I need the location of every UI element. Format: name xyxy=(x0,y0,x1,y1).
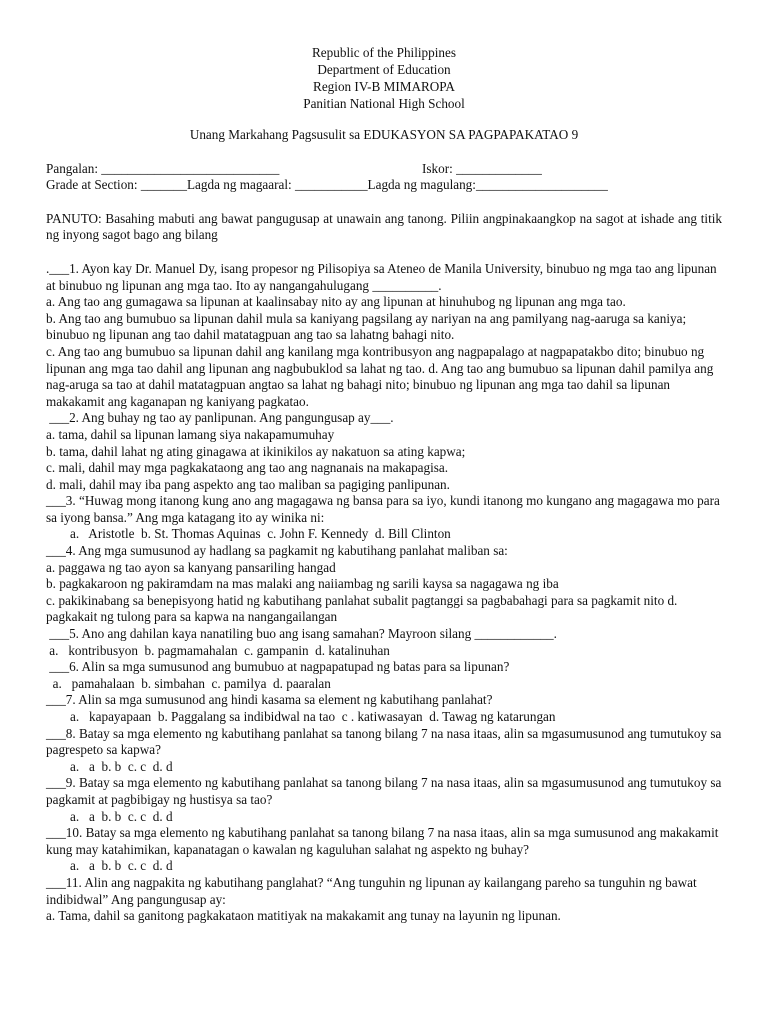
question-2-choice-c[interactable]: c. mali, dahil may mga pagkakataong ang tao ang nagnanais na makapagisa. xyxy=(46,460,449,476)
question-9 xyxy=(46,775,722,825)
question-10-choices[interactable]: a. a b. b c. c d. d xyxy=(70,858,173,874)
header-region: Region IV-B MIMAROPA xyxy=(313,79,455,94)
question-11 xyxy=(46,875,722,925)
question-11-choice-a[interactable]: a. Tama, dahil sa ganitong pagkakataon matitiyak na makakamit ang tunay na layunin ng lipunan. xyxy=(46,908,561,924)
question-11-stem: ___11. Alin ang nagpakita ng kabutihang panglahat? “Ang tunguhin ng lipunan ay kailangang pareho sa tunguhin ng bawat indibidwal” Ang pangungusap ay: xyxy=(46,874,697,907)
question-10-stem: ___10. Batay sa mga elemento ng kabutihang panlahat sa tanong bilang 7 na nasa itaas, alin sa mga sumusunod ang makakamit kung may katahimikan, kapanatagan o kawalan ng kaguluhan salahat ng aspekto ng buhay? xyxy=(46,825,719,857)
question-4-stem: ___4. Ang mga sumusunod ay hadlang sa pagkamit ng kabutihang panlahat maliban sa: xyxy=(46,543,508,559)
student-fields xyxy=(46,161,722,194)
questions xyxy=(46,261,722,925)
question-4-choice-a[interactable]: a. paggawa ng tao ayon sa kanyang pansariling hangad xyxy=(46,559,336,575)
score-field[interactable]: Iskor: _____________ xyxy=(422,160,542,176)
name-field[interactable]: Pangalan: ___________________________ xyxy=(46,160,280,176)
question-7-stem: ___7. Alin sa mga sumusunod ang hindi kasama sa element ng kabutihang panlahat? xyxy=(46,692,493,708)
question-10 xyxy=(46,825,722,875)
question-2-choice-b[interactable]: b. tama, dahil lahat ng ating ginagawa at ikinikilos ay nakatuon sa ating kapwa; xyxy=(46,443,466,459)
question-2-choice-d[interactable]: d. mali, dahil may iba pang aspekto ang tao maliban sa pagiging panlipunan. xyxy=(46,476,450,492)
question-2 xyxy=(46,410,722,493)
question-8 xyxy=(46,726,722,776)
question-8-choices[interactable]: a. a b. b c. c d. d xyxy=(70,758,173,774)
exam-title: Unang Markahang Pagsusulit sa EDUKASYON SA PAGPAPAKATAO 9 xyxy=(189,127,579,142)
question-2-choice-a[interactable]: a. tama, dahil sa lipunan lamang siya nakapamumuhay xyxy=(46,426,335,442)
question-3-choices[interactable]: a. Aristotle b. St. Thomas Aquinas c. John F. Kennedy d. Bill Clinton xyxy=(70,526,451,542)
header-republic: Republic of the Philippines xyxy=(312,45,456,60)
question-5 xyxy=(46,626,722,659)
question-7 xyxy=(46,692,722,725)
question-6 xyxy=(46,659,722,692)
question-4 xyxy=(46,543,722,626)
question-3-stem: ___3. “Huwag mong itanong kung ano ang magagawa ng bansa para sa iyo, kundi itanong mo kungano ang magagawa mo para sa iyong bansa.” Ang mga katagang ito ay winika ni: xyxy=(46,493,720,525)
question-4-choice-b[interactable]: b. pagkakaroon ng pakiramdam na mas malaki ang naiiambag ng sarili kaysa sa nagagawa ng iba xyxy=(46,576,559,592)
question-4-choice-c[interactable]: c. pakikinabang sa benepisyong hatid ng kabutihang panlahat subalit pagtanggi sa pagbabahagi para sa pagkamit nito d. pagkakait ng tulong para sa kapwa na nangangailangan xyxy=(46,592,678,625)
question-5-stem: ___5. Ano ang dahilan kaya nanatiling buo ang isang samahan? Mayroon silang ____________. xyxy=(46,626,557,642)
question-1-choice-c[interactable]: c. Ang tao ang bumubuo sa lipunan dahil ang kanilang mga kontribusyon ang nagpapalago at nagpapatakbo dito; binubuo ng lipunan ang mga tao dahil ang lipunan ang nagbubuklod sa lahat ng tao. d. Ang tao ang bumubuo sa lipunan dahil pamilya ang nag-aruga sa tao at dahil matatagpuan angtao sa lahat ng bahagi nito; binubuo ng lipunan ang mga tao dahil sa lipunan makakamit ang kaganapan ng kaniyang pagkatao. xyxy=(46,343,714,409)
question-8-stem: ___8. Batay sa mga elemento ng kabutihang panlahat sa tanong bilang 7 na nasa itaas, alin sa mgasumusunod ang tumutukoy sa pagrespeto sa kapwa? xyxy=(46,725,722,758)
question-1-choice-a[interactable]: a. Ang tao ang gumagawa sa lipunan at kaalinsabay nito ay ang lipunan at hinuhubog ng lipunan ang mga tao. xyxy=(46,294,626,310)
question-6-choices[interactable]: a. pamahalaan b. simbahan c. pamilya d. paaralan xyxy=(46,675,331,691)
question-1-stem: .___1. Ayon kay Dr. Manuel Dy, isang propesor ng Pilisopiya sa Ateneo de Manila University, binubuo ng mga tao ang lipunan at binubuo ng lipunan ang mga tao. Ito ay nangangahulugang __________. xyxy=(46,260,717,293)
question-7-choices[interactable]: a. kapayapaan b. Paggalang sa indibidwal na tao c . katiwasayan d. Tawag ng katarungan xyxy=(70,709,556,724)
question-1-choice-b[interactable]: b. Ang tao ang bumubuo sa lipunan dahil mula sa kaniyang pagsilang ay nariyan na ang pamilyang nag-aaruga sa kaniya; binubuo ng lipunan ang tao dahil matatagpuan ang tao sa lahatng bahagi nito. xyxy=(46,310,687,343)
question-2-stem: ___2. Ang buhay ng tao ay panlipunan. Ang pangungusap ay___. xyxy=(46,410,394,426)
question-6-stem: ___6. Alin sa mga sumusunod ang bumubuo at nagpapatupad ng batas para sa lipunan? xyxy=(46,659,510,675)
instructions: PANUTO: Basahing mabuti ang bawat pangugusap at unawain ang tanong. Piliin angpinakaangkop na sagot at ishade ang titik ng inyong sagot bago ang bilang xyxy=(46,210,722,243)
question-9-choices[interactable]: a. a b. b c. c d. d xyxy=(70,808,173,824)
grade-signature-field[interactable]: Grade at Section: _______Lagda ng magaaral: ___________Lagda ng magulang:____________________ xyxy=(46,177,608,193)
header-department: Department of Education xyxy=(317,62,451,77)
name-score-row xyxy=(46,161,722,178)
school-header xyxy=(46,44,722,112)
question-5-choices[interactable]: a. kontribusyon b. pagmamahalan c. gampanin d. katalinuhan xyxy=(46,642,390,658)
question-1 xyxy=(46,261,722,410)
header-school: Panitian National High School xyxy=(303,96,465,111)
question-3 xyxy=(46,493,722,543)
question-9-stem: ___9. Batay sa mga elemento ng kabutihang panlahat sa tanong bilang 7 na nasa itaas, alin sa mgasumusunod ang tumutukoy sa pagkamit at pagbibigay ng hustisya sa tao? xyxy=(46,775,722,807)
